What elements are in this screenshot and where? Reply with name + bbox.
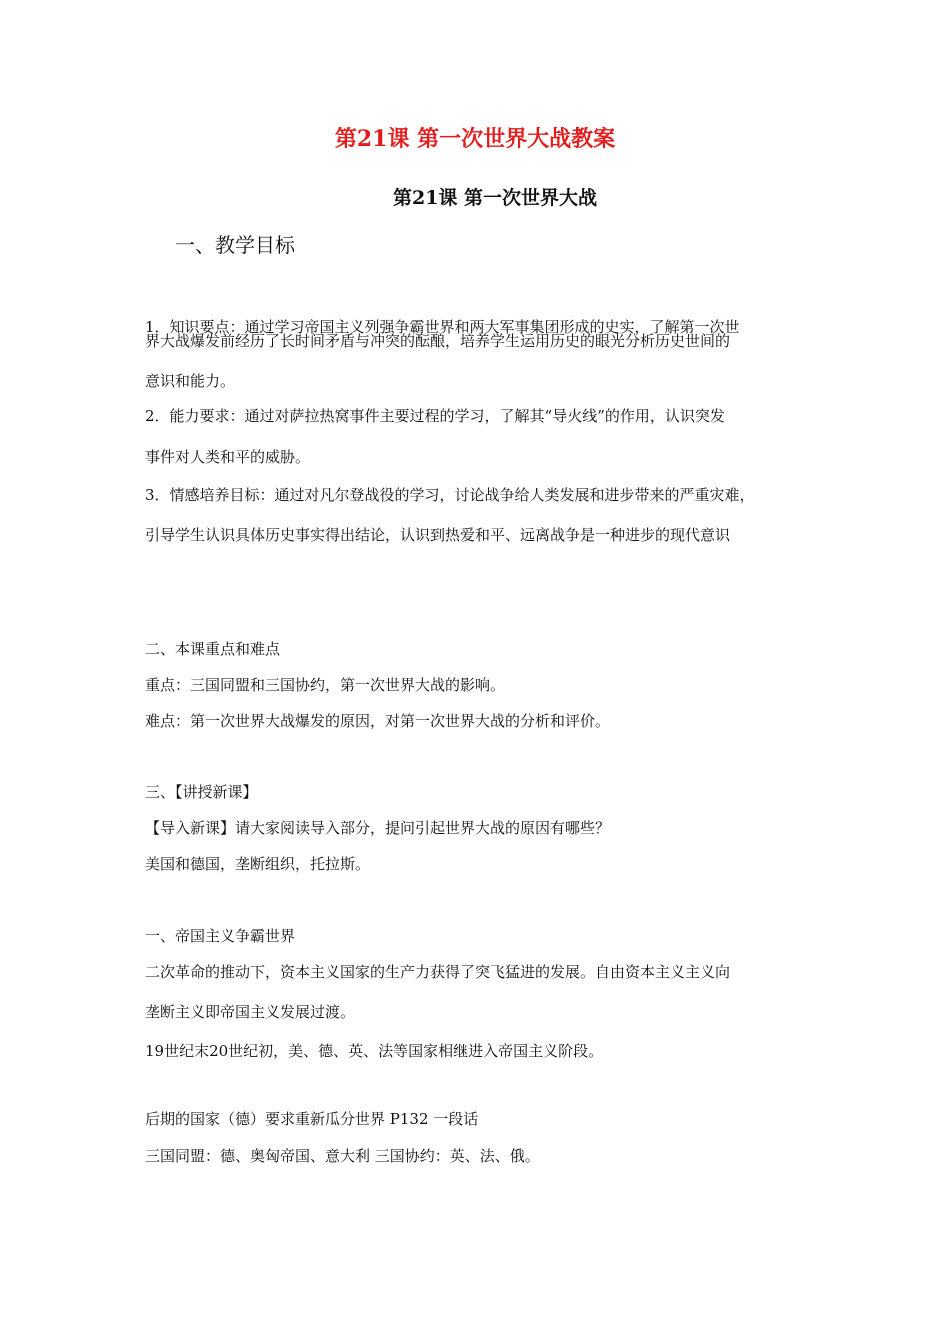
difficult-point: 难点：第一次世界大战爆发的原因，对第一次世界大战的分析和评价。 <box>145 712 611 730</box>
lesson-subtitle: 第21课 第一次世界大战 <box>392 187 598 209</box>
objective-line: 3．情感培养目标：通过对凡尔登战役的学习，讨论战争给人类发展和进步带来的严重灾难， <box>145 486 755 504</box>
body-line: 三国同盟：德、奥匈帝国、意大利 三国协约：英、法、俄。 <box>145 1147 540 1165</box>
key-point: 重点：三国同盟和三国协约，第一次世界大战的影响。 <box>145 676 506 694</box>
body-line: 后期的国家（德）要求重新瓜分世界 P132 一段话 <box>145 1110 479 1128</box>
section-heading-objectives: 一、教学目标 <box>175 233 295 257</box>
body-line: 垄断主义即帝国主义发展过渡。 <box>145 1003 356 1021</box>
document-title: 第21课 第一次世界大战教案 <box>334 126 616 152</box>
intro-answer: 美国和德国，垄断组织，托拉斯。 <box>145 855 371 873</box>
objective-line: 事件对人类和平的威胁。 <box>145 448 311 466</box>
body-line: 19世纪末20世纪初，美、德、英、法等国家相继进入帝国主义阶段。 <box>145 1042 604 1060</box>
objective-line: 2．能力要求：通过对萨拉热窝事件主要过程的学习，了解其“导火线”的作用，认识突发 <box>145 407 725 425</box>
part-heading-imperialism: 一、帝国主义争霸世界 <box>145 927 296 945</box>
objective-line: 1．知识要点：通过学习帝国主义列强争霸世界和两大军事集团形成的史实，了解第一次世 <box>145 318 740 336</box>
section-heading-key-points: 二、本课重点和难点 <box>145 640 281 658</box>
objective-line: 界大战爆发前经历了长时间矛盾与冲突的酝酿，培养学生运用历史的眼光分析历史世间的 <box>145 332 731 350</box>
section-heading-new-lesson: 三、【讲授新课】 <box>145 783 258 801</box>
intro-line: 【导入新课】请大家阅读导入部分，提问引起世界大战的原因有哪些？ <box>145 819 611 837</box>
objective-line: 意识和能力。 <box>145 372 236 390</box>
objective-line: 引导学生认识具体历史事实得出结论，认识到热爱和平、远离战争是一种进步的现代意识 <box>145 526 731 544</box>
body-line: 二次革命的推动下，资本主义国家的生产力获得了突飞猛进的发展。自由资本主义主义向 <box>145 963 731 981</box>
